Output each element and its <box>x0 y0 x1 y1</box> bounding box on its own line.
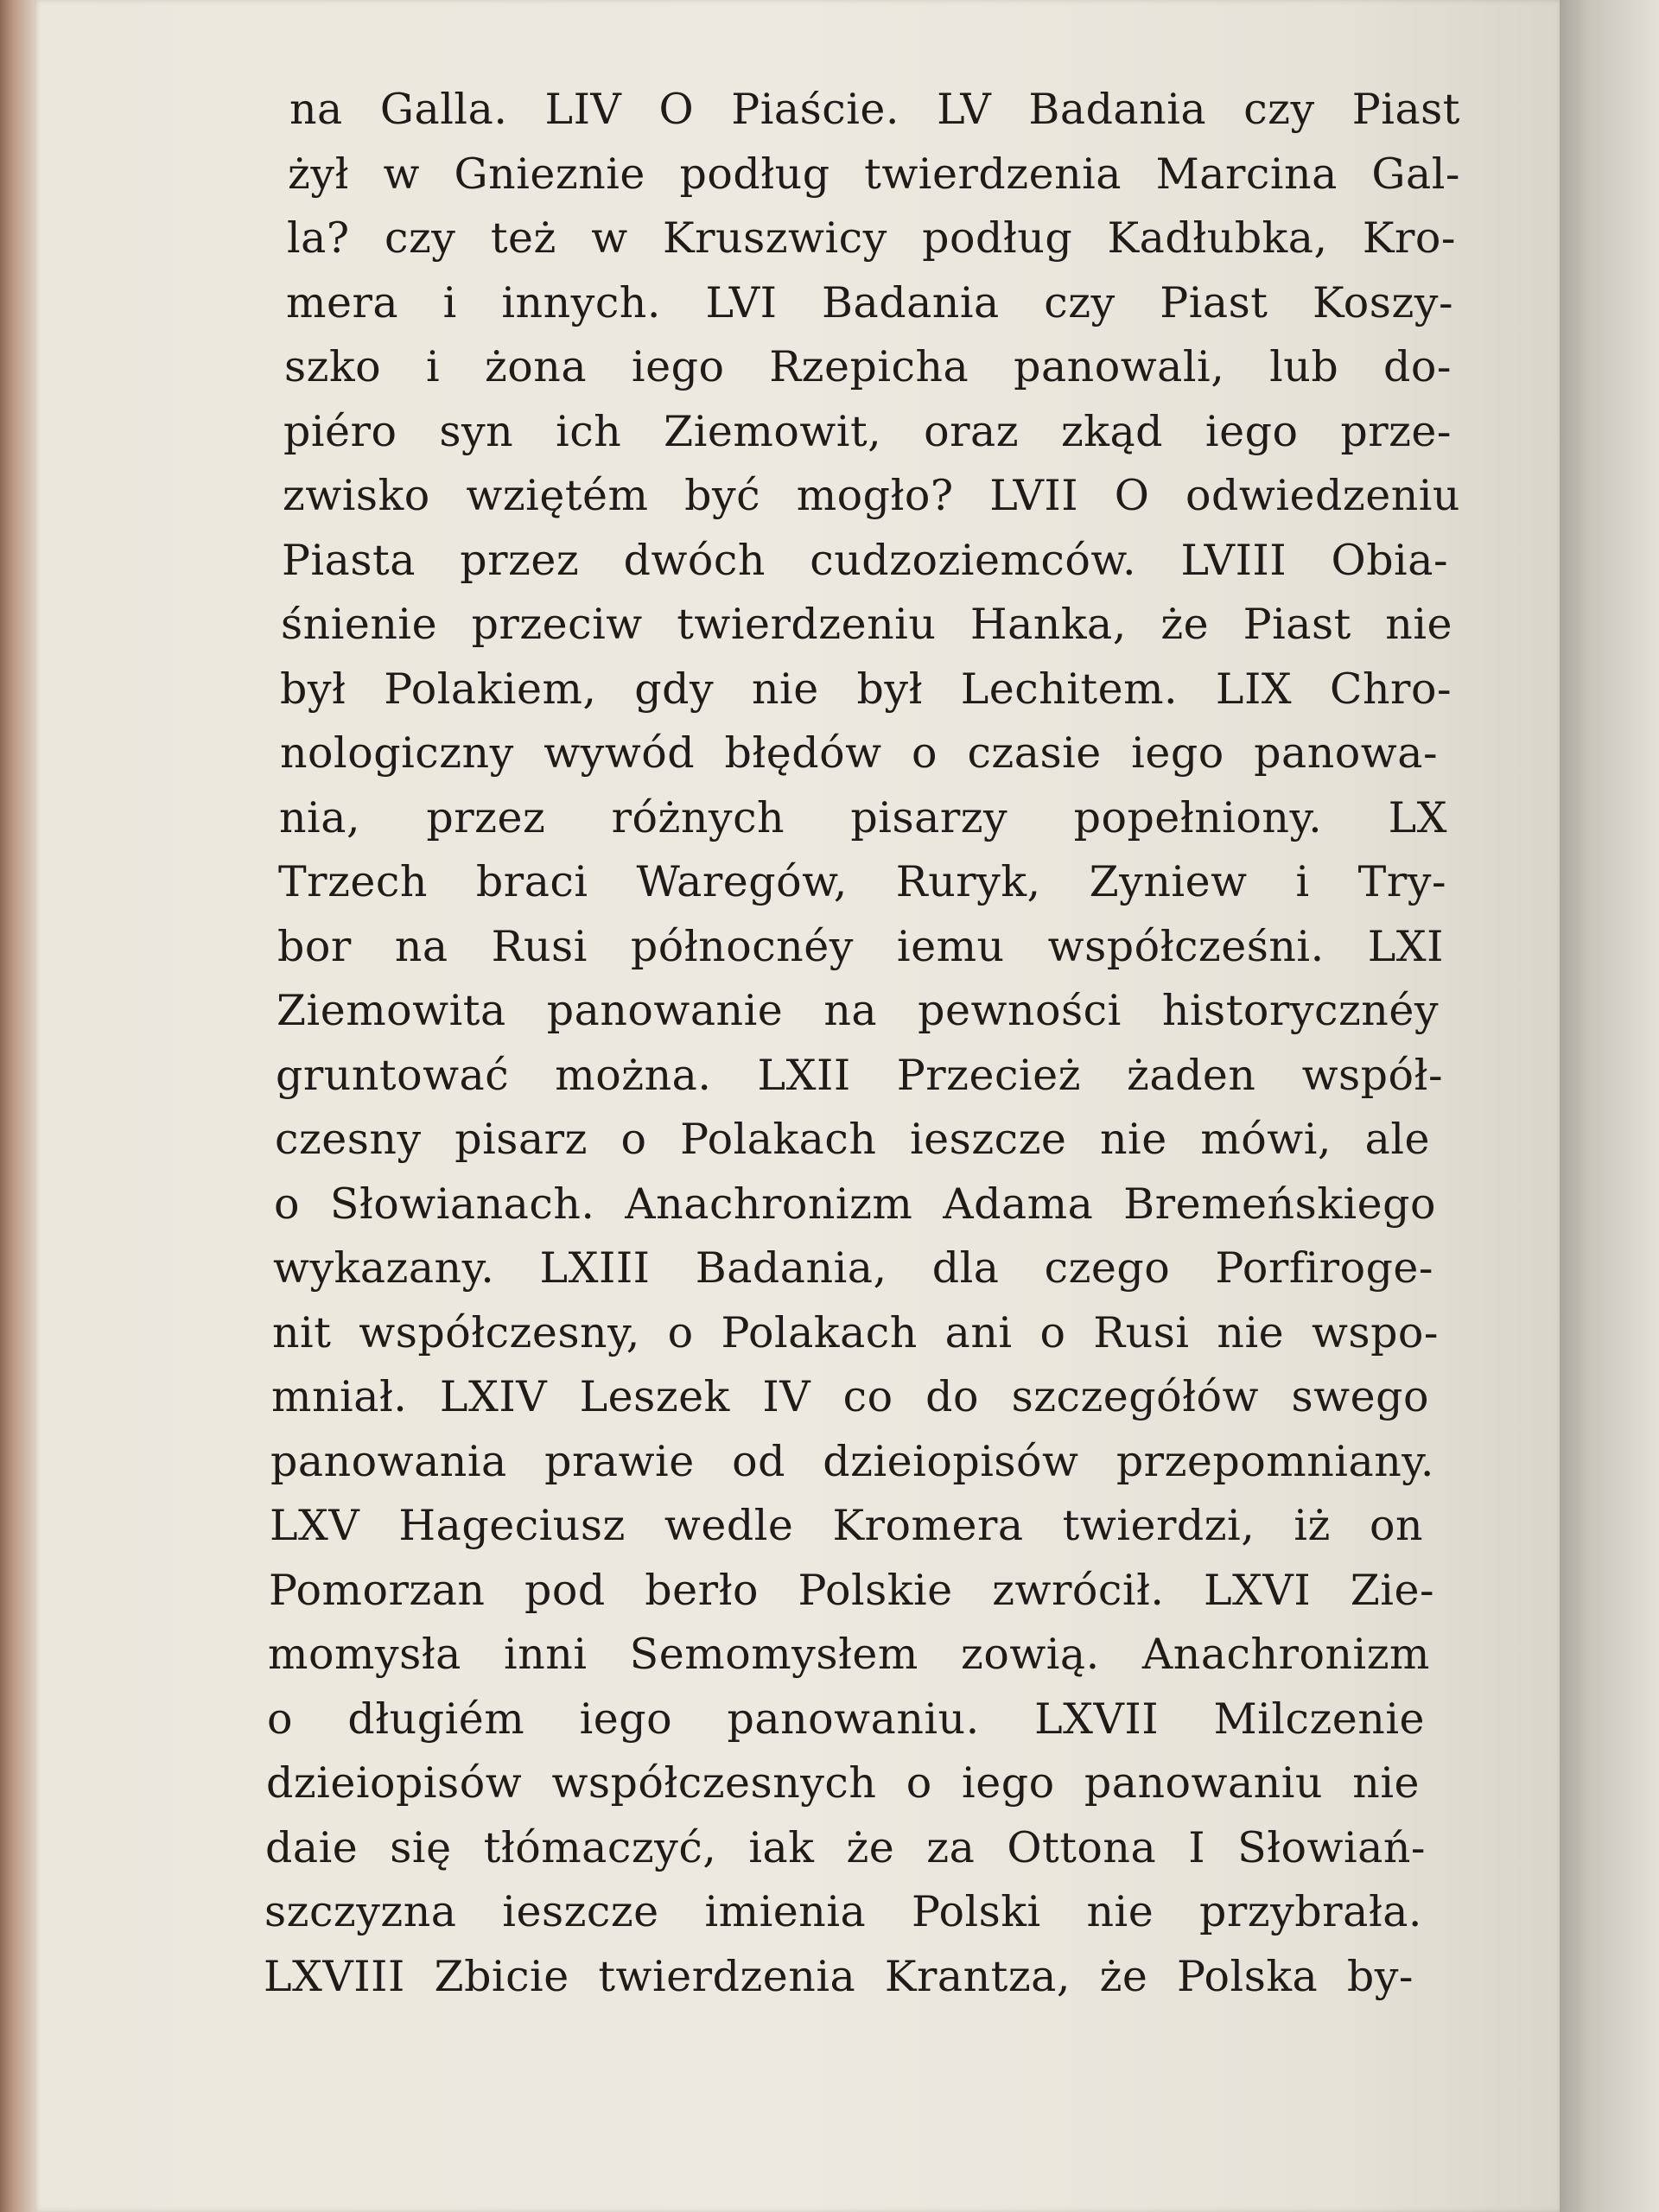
text-line: śnienie przeciw twierdzeniu Hanka, że Piast nie <box>281 600 1452 649</box>
text-line: daie się tłómaczyć, iak że za Ottona I Słowiań- <box>265 1822 1426 1872</box>
text-line: LXV Hageciusz wedle Kromera twierdzi, iż on <box>270 1501 1423 1550</box>
text-line: LXVIII Zbicie twierdzenia Krantza, że Polska by- <box>264 1951 1414 2001</box>
text-line: nia, przez różnych pisarzy popełniony. LX <box>279 792 1447 842</box>
text-line: zwisko wziętém być mogło? LVII O odwiedzeniu <box>283 471 1460 520</box>
text-line: szko i żona iego Rzepicha panowali, lub do- <box>284 342 1452 391</box>
text-line: nologiczny wywód błędów o czasie iego panowa- <box>280 728 1438 778</box>
text-line: dzieiopisów współczesnych o iego panowaniu nie <box>266 1758 1420 1808</box>
text-line: wykazany. LXIII Badania, dla czego Porfiroge- <box>273 1243 1433 1293</box>
text-line: czesny pisarz o Polakach ieszcze nie mówi, ale <box>275 1115 1430 1164</box>
page-text-block <box>259 78 1460 2009</box>
book-right-gutter <box>1560 0 1659 2212</box>
text-line: o Słowianach. Anachronizm Adama Bremeńskiego <box>274 1179 1436 1229</box>
book-left-edge <box>0 0 35 2212</box>
text-line: mniał. LXIV Leszek IV co do szczegółów swego <box>271 1372 1429 1421</box>
text-line: piéro syn ich Ziemowit, oraz zkąd iego prze- <box>283 406 1452 456</box>
text-line: mera i innych. LVI Badania czy Piast Koszy- <box>286 277 1453 327</box>
text-line: panowania prawie od dzieiopisów przepomniany. <box>270 1436 1434 1486</box>
text-line: był Polakiem, gdy nie był Lechitem. LIX Chro- <box>280 664 1452 714</box>
text-line: la? czy też w Kruszwicy podług Kadłubka, Kro- <box>287 213 1456 263</box>
text-line: Piasta przez dwóch cudzoziemców. LVIII Obia- <box>282 535 1448 585</box>
text-line: o długiém iego panowaniu. LXVII Milczenie <box>267 1694 1425 1744</box>
text-line: gruntować można. LXII Przecież żaden współ- <box>276 1050 1443 1100</box>
text-line: szczyzna ieszcze imienia Polski nie przybrała. <box>264 1887 1422 1936</box>
text-line: Trzech braci Waregów, Ruryk, Zyniew i Try- <box>278 857 1446 906</box>
text-line: bor na Rusi północnéy iemu współcześni. LXI <box>277 921 1444 971</box>
text-line: Ziemowita panowanie na pewności historycznéy <box>276 986 1439 1035</box>
text-line: Pomorzan pod berło Polskie zwrócił. LXVI Zie- <box>269 1565 1434 1615</box>
text-line: na Galla. LIV O Piaście. LV Badania czy Piast <box>289 85 1460 134</box>
text-line: żył w Gnieznie podług twierdzenia Marcina Gal- <box>288 149 1460 199</box>
text-line: momysła inni Semomysłem zowią. Anachronizm <box>268 1630 1430 1679</box>
text-line: nit współczesny, o Polakach ani o Rusi nie wspo- <box>272 1307 1439 1357</box>
